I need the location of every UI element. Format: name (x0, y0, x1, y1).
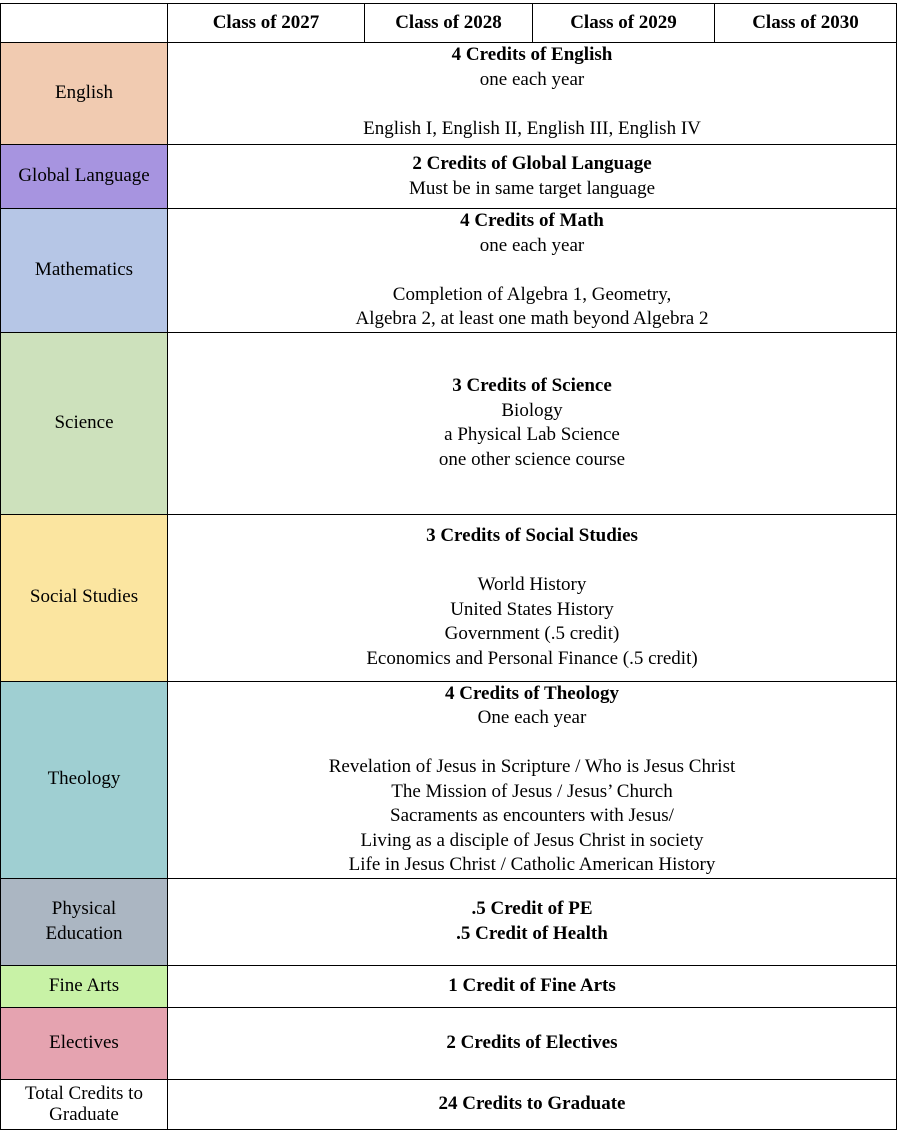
science-title: 3 Credits of Science (452, 375, 612, 396)
english-title: 4 Credits of English (451, 44, 613, 65)
social-studies-line-2: United States History (450, 598, 614, 620)
science-label-cell (1, 332, 168, 514)
theology-label: Theology (47, 768, 121, 790)
global-language-title: 2 Credits of Global Language (412, 153, 652, 174)
header-blank-cell (1, 4, 168, 43)
english-label: English (54, 82, 114, 104)
total-requirement-cell (168, 1079, 897, 1129)
total-row (1, 1079, 897, 1129)
theology-line-6: Life in Jesus Christ / Catholic American History (348, 854, 716, 875)
theology-row (1, 681, 897, 878)
header-class-2030: Class of 2030 (715, 4, 897, 43)
total-title: 24 Credits to Graduate (438, 1092, 626, 1114)
social-studies-label-cell (1, 514, 168, 681)
global-language-line-1: Must be in same target language (408, 177, 656, 199)
mathematics-title: 4 Credits of Math (460, 210, 604, 231)
theology-spacer (168, 731, 896, 756)
total-label-line-2: Graduate (49, 1104, 119, 1125)
social-studies-line-1: World History (477, 574, 587, 595)
fine-arts-requirement-cell (168, 965, 897, 1007)
social-studies-label: Social Studies (29, 586, 139, 608)
electives-label-cell (1, 1007, 168, 1079)
fine-arts-row (1, 965, 897, 1007)
english-spacer (168, 92, 896, 117)
social-studies-title: 3 Credits of Social Studies (426, 525, 638, 546)
social-studies-line-3: Government (.5 credit) (444, 623, 620, 644)
global-language-label: Global Language (18, 165, 150, 187)
english-line-2: English I, English II, English III, English IV (363, 117, 701, 139)
physical-education-requirement-cell (168, 878, 897, 965)
social-studies-requirement-cell (168, 514, 897, 681)
theology-title: 4 Credits of Theology (445, 682, 619, 704)
science-requirement-cell (168, 332, 897, 514)
electives-requirement-cell (168, 1007, 897, 1079)
global-language-requirement-cell (168, 145, 897, 209)
science-row (1, 332, 897, 514)
electives-title: 2 Credits of Electives (446, 1031, 618, 1053)
fine-arts-label: Fine Arts (48, 974, 120, 996)
english-line-1: one each year (479, 68, 585, 90)
theology-line-4: Sacraments as encounters with Jesus/ (390, 805, 674, 826)
social-studies-line-4: Economics and Personal Finance (.5 credit) (366, 647, 698, 669)
mathematics-line-3: Algebra 2, at least one math beyond Algebra 2 (355, 308, 709, 329)
mathematics-label-cell (1, 209, 168, 333)
physical-education-row (1, 878, 897, 965)
mathematics-spacer (168, 258, 896, 283)
total-label-line-1: Total Credits to (25, 1083, 143, 1104)
electives-label: Electives (49, 1031, 119, 1053)
english-row (1, 43, 897, 145)
header-row (1, 4, 897, 43)
social-studies-row (1, 514, 897, 681)
mathematics-line-1: one each year (479, 234, 585, 256)
english-label-cell (1, 43, 168, 145)
science-line-3: one other science course (438, 448, 626, 470)
header-class-2029: Class of 2029 (533, 4, 715, 43)
physical-education-label-line-1: Physical (51, 898, 117, 919)
theology-line-2: Revelation of Jesus in Scripture / Who is Jesus Christ (328, 756, 736, 777)
mathematics-requirement-cell (168, 209, 897, 333)
theology-requirement-cell (168, 681, 897, 878)
theology-line-3: The Mission of Jesus / Jesus’ Church (391, 780, 673, 802)
total-label-cell (1, 1079, 168, 1129)
theology-line-1: One each year (477, 707, 587, 728)
mathematics-row (1, 209, 897, 333)
physical-education-title-1: .5 Credit of PE (471, 898, 593, 919)
physical-education-label-line-2: Education (45, 922, 123, 944)
physical-education-label-cell (1, 878, 168, 965)
english-requirement-cell (168, 43, 897, 145)
fine-arts-title: 1 Credit of Fine Arts (448, 974, 616, 996)
header-class-2028: Class of 2028 (365, 4, 533, 43)
theology-line-5: Living as a disciple of Jesus Christ in society (360, 829, 704, 851)
theology-label-cell (1, 681, 168, 878)
science-line-1: Biology (501, 399, 563, 421)
global-language-label-cell (1, 145, 168, 209)
graduation-requirements-table (0, 3, 897, 1130)
header-class-2027: Class of 2027 (168, 4, 365, 43)
physical-education-title-2: .5 Credit of Health (456, 922, 608, 944)
social-studies-spacer (168, 549, 896, 574)
mathematics-line-2: Completion of Algebra 1, Geometry, (392, 283, 672, 305)
science-label: Science (54, 411, 114, 433)
mathematics-label: Mathematics (34, 259, 134, 280)
fine-arts-label-cell (1, 965, 168, 1007)
science-line-2: a Physical Lab Science (444, 424, 620, 445)
electives-row (1, 1007, 897, 1079)
global-language-row (1, 145, 897, 209)
